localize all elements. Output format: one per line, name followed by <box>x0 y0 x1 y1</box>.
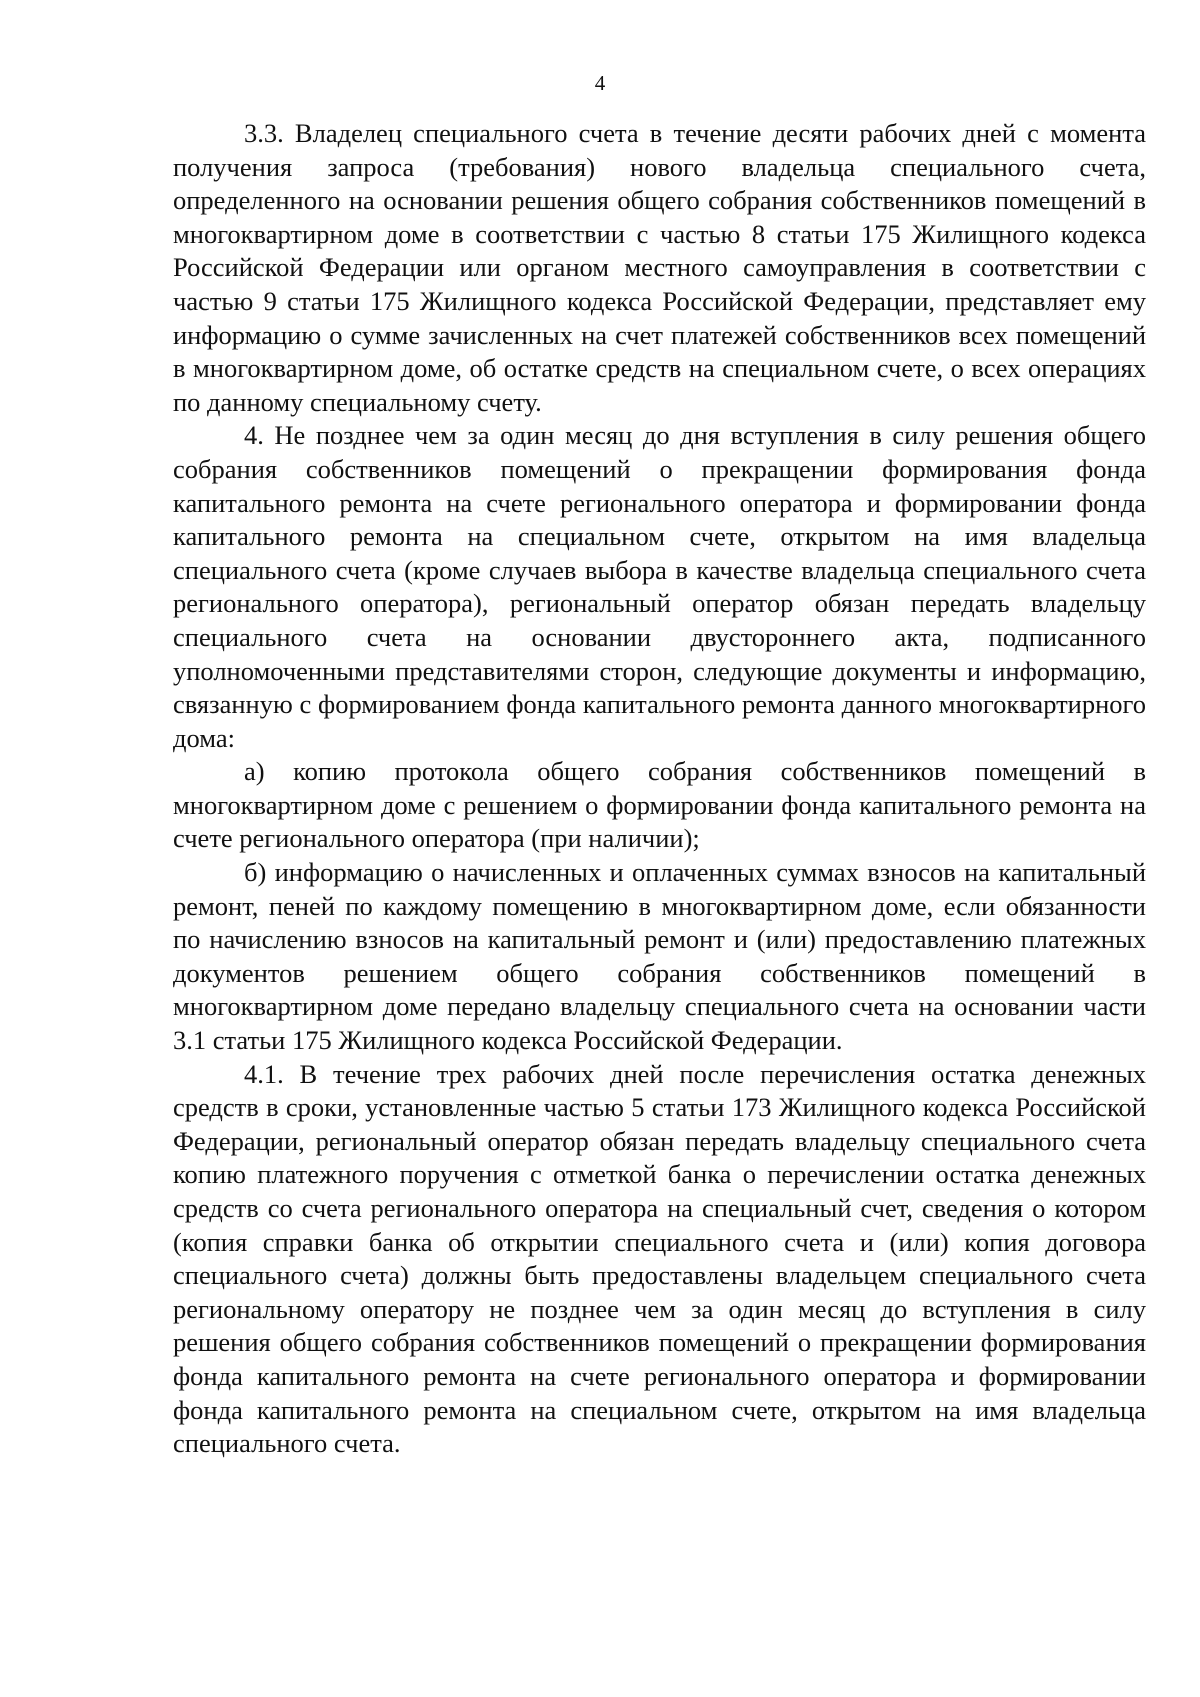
paragraph-3-3: 3.3. Владелец специального счета в течение десяти рабочих дней с момента получения запроса (требования) нового владельца специального счета, определенного на основании решения общего собрания собственников помещений в многоквартирном доме в соответствии с частью 8 статьи 175 Жилищного кодекса Российской Федерации или органом местного самоуправления в соответствии с частью 9 статьи 175 Жилищного кодекса Российской Федерации, представляет ему информацию о сумме зачисленных на счет платежей собственников всех помещений в многоквартирном доме, об остатке средств на специальном счете, о всех операциях по данному специальному счету. <box>173 118 1146 417</box>
page-number: 4 <box>594 71 606 95</box>
paragraph-4: 4. Не позднее чем за один месяц до дня вступления в силу решения общего собрания собственников помещений о прекращении формирования фонда капитального ремонта на счете регионального оператора и формировании фонда капитального ремонта на специальном счете, открытом на имя владельца специального счета (кроме случаев выбора в качестве владельца специального счета регионального оператора), региональный оператор обязан передать владельцу специального счета на основании двустороннего акта, подписанного уполномоченными представителями сторон, следующие документы и информацию, связанную с формированием фонда капитального ремонта данного многоквартирного дома: <box>173 420 1146 753</box>
paragraph-4-a: а) копию протокола общего собрания собственников помещений в многоквартирном доме с решением о формировании фонда капитального ремонта на счете регионального оператора (при наличии); <box>173 756 1146 854</box>
paragraph-4-1: 4.1. В течение трех рабочих дней после перечисления остатка денежных средств в сроки, установленные частью 5 статьи 173 Жилищного кодекса Российской Федерации, региональный оператор обязан передать владельцу специального счета копию платежного поручения с отметкой банка о перечислении остатка денежных средств со счета регионального оператора на специальный счет, сведения о котором (копия справки банка об открытии специального счета и (или) копия договора специального счета) должны быть предоставлены владельцем специального счета региональному оператору не позднее чем за один месяц до вступления в силу решения общего собрания собственников помещений о прекращении формирования фонда капитального ремонта на счете регионального оператора и формировании фонда капитального ремонта на специальном счете, открытом на имя владельца специального счета. <box>173 1058 1146 1459</box>
paragraph-4-b: б) информацию о начисленных и оплаченных суммах взносов на капитальный ремонт, пеней по каждому помещению в многоквартирном доме, если обязанности по начислению взносов на капитальный ремонт и (или) предоставлению платежных документов решением общего собрания собственников помещений в многоквартирном доме передано владельцу специального счета на основании части 3.1 статьи 175 Жилищного кодекса Российской Федерации. <box>173 857 1146 1056</box>
document-body <box>173 117 1146 1461</box>
